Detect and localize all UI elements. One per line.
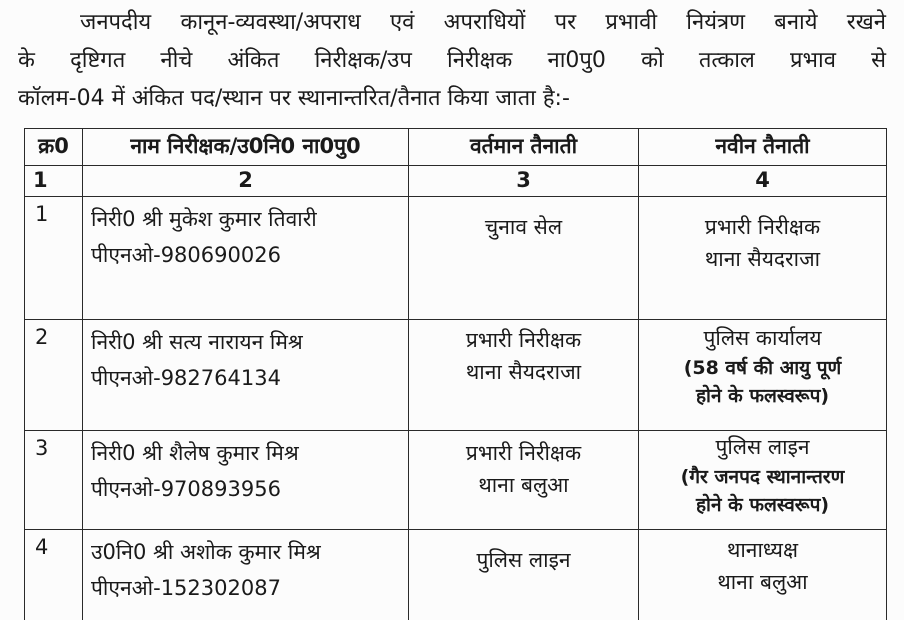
table-row xyxy=(25,197,887,320)
table-row xyxy=(25,320,887,431)
header-current-posting: वर्तमान तैनाती xyxy=(409,129,639,166)
column-number-2: 2 xyxy=(83,166,409,197)
intro-paragraph xyxy=(18,4,886,118)
column-number-1: 1 xyxy=(25,166,83,197)
current-posting-line: प्रभारी निरीक्षक xyxy=(465,328,582,352)
officer-pno: पीएनओ-152302087 xyxy=(91,576,281,600)
new-posting-line: थाना सैयदराजा xyxy=(704,247,821,271)
current-posting-cell xyxy=(409,530,639,620)
table-header-row xyxy=(25,129,887,166)
officer-cell xyxy=(83,320,409,431)
row-serial: 4 xyxy=(25,530,83,620)
new-posting-line: थाना बलुआ xyxy=(717,570,808,594)
officer-pno: पीएनओ-982764134 xyxy=(91,366,281,390)
current-posting-line: चुनाव सेल xyxy=(484,215,563,239)
column-number-4: 4 xyxy=(639,166,887,197)
table-row xyxy=(25,431,887,530)
header-name: नाम निरीक्षक/उ0नि0 ना0पु0 xyxy=(83,129,409,166)
new-posting-cell xyxy=(639,530,887,620)
header-serial: क्र0 xyxy=(25,129,83,166)
new-posting-cell xyxy=(639,320,887,431)
current-posting-cell xyxy=(409,431,639,530)
row-serial: 1 xyxy=(25,197,83,320)
intro-line-2: के दृष्टिगत नीचे अंकित निरीक्षक/उप निरीक्षक ना0पु0 को तत्काल प्रभाव से xyxy=(18,48,886,73)
officer-name: निरी0 श्री सत्य नारायन मिश्र xyxy=(91,330,303,354)
new-posting-line: पुलिस कार्यालय xyxy=(703,326,822,350)
current-posting-line: थाना बलुआ xyxy=(478,473,569,497)
officer-pno: पीएनओ-970893956 xyxy=(91,477,281,501)
current-posting-line: थाना सैयदराजा xyxy=(465,360,582,384)
new-posting-note: होने के फलस्वरूप) xyxy=(695,385,830,407)
column-number-row xyxy=(25,166,887,197)
current-posting-cell xyxy=(409,197,639,320)
new-posting-cell xyxy=(639,431,887,530)
intro-line-1: जनपदीय कानून-व्यवस्था/अपराध एवं अपराधियों पर प्रभावी नियंत्रण बनाये रखने xyxy=(80,10,886,35)
officer-cell xyxy=(83,530,409,620)
transfer-table xyxy=(24,128,887,620)
new-posting-line: प्रभारी निरीक्षक xyxy=(704,215,821,239)
new-posting-note: (गैर जनपद स्थानान्तरण xyxy=(680,466,845,488)
row-serial: 2 xyxy=(25,320,83,431)
column-number-3: 3 xyxy=(409,166,639,197)
officer-pno: पीएनओ-980690026 xyxy=(91,243,281,267)
current-posting-cell xyxy=(409,320,639,431)
table-row xyxy=(25,530,887,620)
officer-cell xyxy=(83,431,409,530)
new-posting-line: पुलिस लाइन xyxy=(715,435,810,459)
current-posting-line: पुलिस लाइन xyxy=(476,548,571,572)
new-posting-line: थानाध्यक्ष xyxy=(726,538,799,562)
officer-name: उ0नि0 श्री अशोक कुमार मिश्र xyxy=(91,540,321,564)
officer-name: निरी0 श्री मुकेश कुमार तिवारी xyxy=(91,207,317,231)
header-new-posting: नवीन तैनाती xyxy=(639,129,887,166)
row-serial: 3 xyxy=(25,431,83,530)
new-posting-note: होने के फलस्वरूप) xyxy=(695,494,830,516)
officer-name: निरी0 श्री शैलेष कुमार मिश्र xyxy=(91,441,299,465)
officer-cell xyxy=(83,197,409,320)
new-posting-note: (58 वर्ष की आयु पूर्ण xyxy=(683,357,842,379)
intro-line-3: कॉलम-04 में अंकित पद/स्थान पर स्थानान्तरित/तैनात किया जाता है:- xyxy=(18,86,570,111)
new-posting-cell xyxy=(639,197,887,320)
current-posting-line: प्रभारी निरीक्षक xyxy=(465,441,582,465)
